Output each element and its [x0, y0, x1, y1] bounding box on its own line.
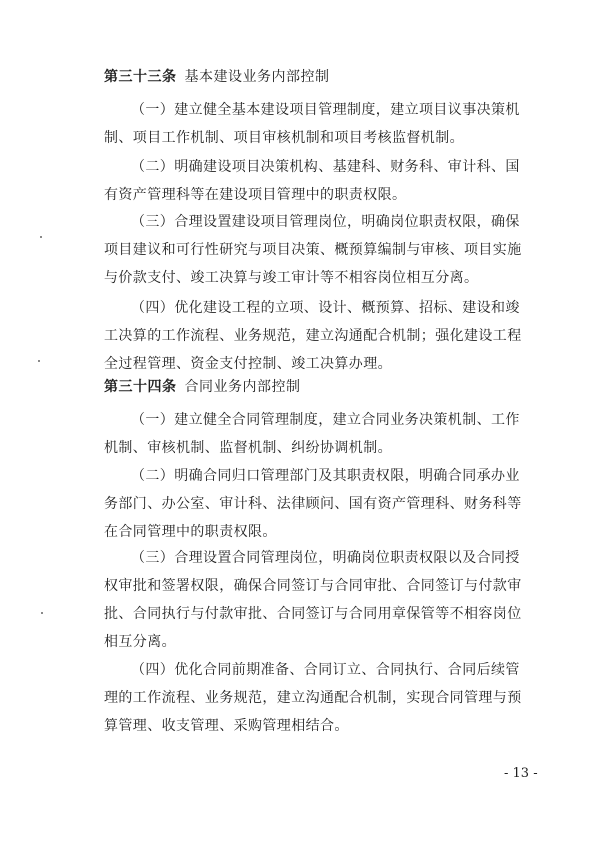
scan-speck — [38, 360, 40, 362]
article-number: 第三十三条 — [104, 69, 177, 85]
clause-paragraph — [104, 406, 530, 462]
clause-paragraph — [104, 96, 530, 152]
paragraph-line: 有资产管理科等在建设项目管理中的职责权限。 — [104, 187, 407, 203]
paragraph-line: 与价款支付、竣工决算与竣工审计等不相容岗位相互分离。 — [104, 270, 479, 286]
paragraph-line: 批、合同执行与付款审批、合同签订与合同用章保管等不相容岗位 — [104, 606, 522, 622]
paragraph-line: （一）建立健全基本建设项目管理制度，建立项目议事决策机 — [131, 102, 520, 118]
paragraph-line: 全过程管理、资金支付控制、竣工决算办理。 — [104, 356, 392, 372]
paragraph-line: （三）合理设置合同管理岗位，明确岗位职责权限以及合同授 — [131, 550, 520, 566]
paragraph-line: （四）优化合同前期准备、合同订立、合同执行、合同后续管 — [131, 662, 520, 678]
paragraph-line: 相互分离。 — [104, 634, 176, 650]
article-title: 合同业务内部控制 — [184, 379, 301, 395]
paragraph-line: （一）建立健全合同管理制度，建立合同业务决策机制、工作 — [131, 412, 520, 428]
clause-paragraph — [104, 656, 530, 740]
clause-paragraph — [104, 208, 530, 292]
article-number: 第三十四条 — [104, 379, 177, 395]
paragraph-line: 工决算的工作流程、业务规范，建立沟通配合机制；强化建设工程 — [104, 328, 522, 344]
paragraph-line: 权审批和签署权限，确保合同签订与合同审批、合同签订与付款审 — [104, 578, 522, 594]
scan-speck — [41, 612, 43, 614]
paragraph-line: （三）合理设置建设项目管理岗位，明确岗位职责权限，确保 — [131, 214, 520, 230]
article-heading — [104, 376, 530, 398]
article-heading — [104, 66, 530, 88]
paragraph-line: 项目建议和可行性研究与项目决策、概预算编制与审核、项目实施 — [104, 242, 522, 258]
paragraph-line: （二）明确建设项目决策机构、基建科、财务科、审计科、国 — [131, 159, 520, 175]
clause-paragraph — [104, 294, 530, 378]
paragraph-line: （四）优化建设工程的立项、设计、概预算、招标、建设和竣 — [131, 300, 520, 316]
article-title: 基本建设业务内部控制 — [184, 69, 330, 85]
clause-paragraph — [104, 462, 530, 546]
clause-paragraph — [104, 153, 530, 209]
scan-speck — [40, 236, 42, 238]
paragraph-line: 算管理、收支管理、采购管理相结合。 — [104, 718, 349, 734]
paragraph-line: 机制、审核机制、监督机制、纠纷协调机制。 — [104, 440, 392, 456]
paragraph-line: 制、项目工作机制、项目审核机制和项目考核监督机制。 — [104, 130, 464, 146]
paragraph-line: （二）明确合同归口管理部门及其职责权限，明确合同承办业 — [131, 468, 520, 484]
paragraph-line: 务部门、办公室、审计科、法律顾问、国有资产管理科、财务科等 — [104, 496, 522, 512]
clause-paragraph — [104, 544, 530, 656]
page-number: - 13 - — [504, 766, 538, 781]
paragraph-line: 理的工作流程、业务规范，建立沟通配合机制，实现合同管理与预 — [104, 690, 522, 706]
paragraph-line: 在合同管理中的职责权限。 — [104, 524, 277, 540]
